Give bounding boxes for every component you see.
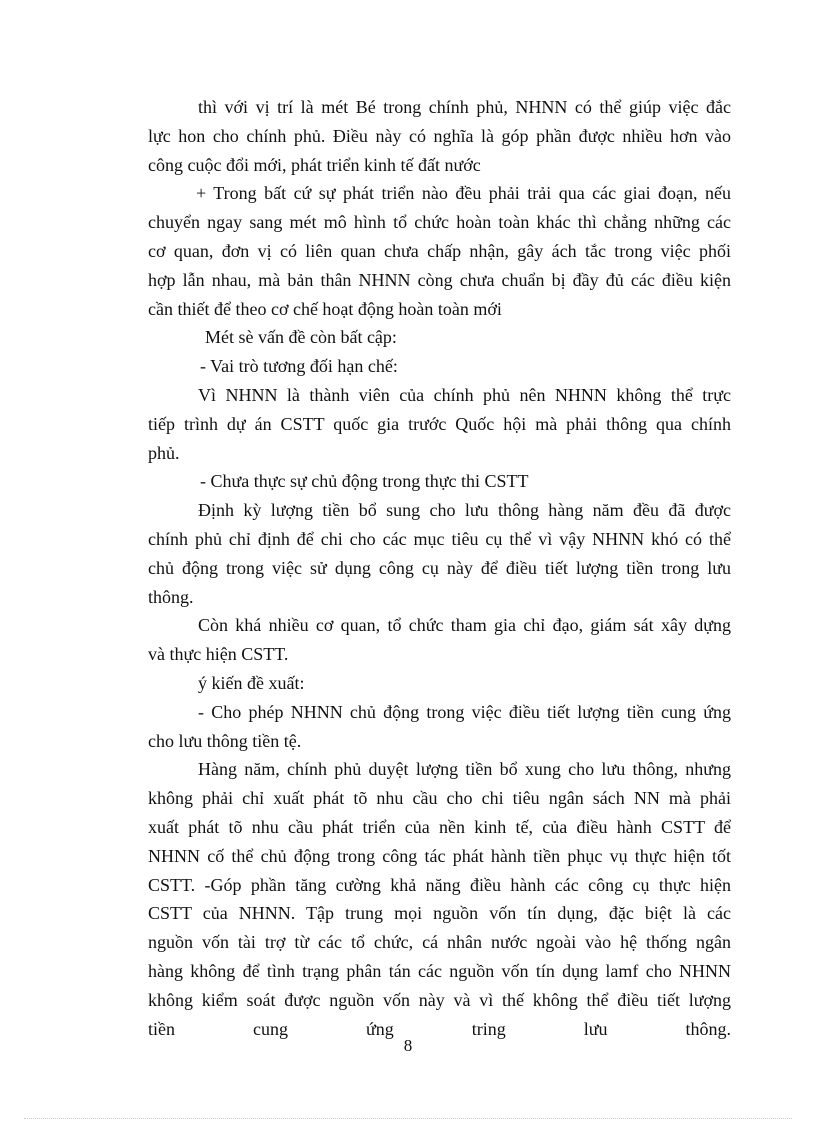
text-line: tiền cung ứng tring lưu thông. (148, 1018, 731, 1039)
text-line: CSTT. -Góp phần tăng cường khả năng điều hành các công cụ thực hiện (148, 874, 731, 895)
text-line: - Chưa thực sự chủ động trong thực thi CSTT (200, 471, 529, 492)
text-line: phủ. (148, 442, 180, 463)
text-line: NHNN cố thể chủ động trong công tác phát hành tiền phục vụ thực hiện tốt (148, 845, 731, 866)
text-line: thì với vị trí là mét Bé trong chính phủ, NHNN có thể giúp việc đắc (198, 97, 731, 117)
text-line: lực hon cho chính phủ. Điều này có nghĩa là góp phần được nhiều hơn vào (148, 125, 731, 146)
section-heading: Mét sè vấn đề còn bất cập: (205, 327, 397, 348)
text-line: chuyển ngay sang mét mô hình tổ chức hoàn toàn khác thì chẳng những các (148, 212, 731, 233)
body-text (148, 93, 731, 1043)
text-line: Còn khá nhiều cơ quan, tổ chức tham gia chỉ đạo, giám sát xây dựng (198, 615, 731, 636)
text-line: cho lưu thông tiền tệ. (148, 730, 302, 751)
text-line: chính phủ chỉ định để chi cho các mục tiêu cụ thể vì vậy NHNN khó có thể (148, 528, 731, 549)
text-line: Hàng năm, chính phủ duyệt lượng tiền bổ xung cho lưu thông, nhưng (198, 759, 731, 780)
text-line: - Cho phép NHNN chủ động trong việc điều tiết lượng tiền cung ứng (198, 701, 731, 722)
text-line: chủ động trong việc sử dụng công cụ này để điều tiết lượng tiền trong lưu (148, 557, 731, 578)
text-line: Vì NHNN là thành viên của chính phủ nên NHNN không thể trực (198, 384, 731, 405)
text-line: xuất phát tõ nhu cầu phát triển của nền kinh tế, của điều hành CSTT để (148, 816, 731, 837)
text-line: hợp lẫn nhau, mà bản thân NHNN còng chưa chuẩn bị đầy đủ các điều kiện (148, 269, 731, 290)
text-line: công cuộc đổi mới, phát triển kinh tế đất nước (148, 154, 481, 175)
text-line: thông. (148, 586, 194, 607)
text-line: - Vai trò tương đối hạn chế: (200, 356, 398, 377)
text-line: nguồn vốn tài trợ từ các tổ chức, cá nhân nước ngoài vào hệ thống ngân (148, 932, 731, 953)
text-line: không phải chỉ xuất phát tõ nhu cầu cho chi tiêu ngân sách NN mà phải (148, 788, 731, 809)
text-line: hàng không để tình trạng phân tán các nguồn vốn tín dụng lamf cho NHNN (148, 960, 731, 981)
text-line: tiếp trình dự án CSTT quốc gia trước Quốc hội mà phải thông qua chính (148, 413, 731, 434)
text-line: + Trong bất cứ sự phát triển nào đều phải trải qua các giai đoạn, nếu (196, 183, 731, 204)
text-line: và thực hiện CSTT. (148, 644, 289, 665)
text-line: CSTT của NHNN. Tập trung mọi nguồn vốn tín dụng, đặc biệt là các (148, 903, 731, 924)
text-line: cơ quan, đơn vị có liên quan chưa chấp nhận, gây ách tắc trong việc phối (148, 240, 731, 261)
text-line: Định kỳ lượng tiền bổ sung cho lưu thông hàng năm đều đã được (198, 500, 731, 521)
text-line: cần thiết để theo cơ chế hoạt động hoàn toàn mới (148, 298, 502, 319)
section-heading: ý kiến đề xuất: (198, 672, 305, 693)
page-bottom-border (24, 1118, 792, 1119)
text-line: không kiểm soát được nguồn vốn này và vì thế không thể điều tiết lượng (148, 989, 731, 1010)
page-number: 8 (403, 1036, 413, 1055)
